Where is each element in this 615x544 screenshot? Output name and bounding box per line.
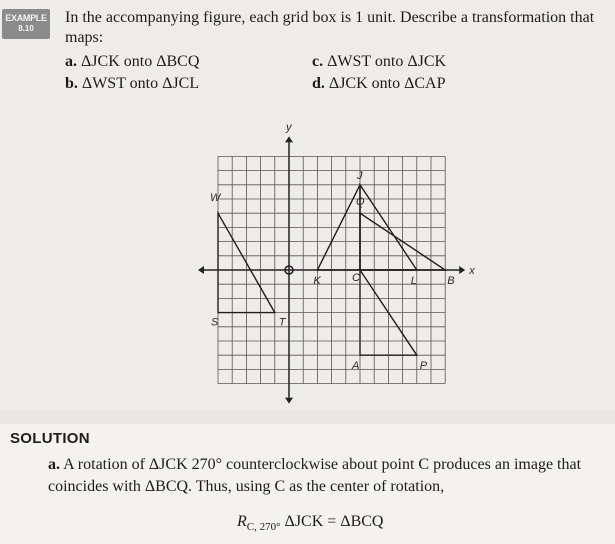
- x-axis-label: x: [469, 265, 475, 277]
- point-label-p: P: [419, 360, 428, 373]
- formula-equation: ΔJCK = ΔBCQ: [280, 513, 384, 530]
- item-letter: d.: [312, 75, 325, 92]
- solution-heading: SOLUTION: [10, 430, 90, 447]
- x-axis-arrow-left: [198, 266, 204, 274]
- y-axis-arrow-up: [285, 136, 293, 142]
- solution-part-letter: a.: [48, 456, 60, 473]
- point-label-a: A: [352, 360, 360, 373]
- point-label-w: W: [210, 192, 221, 205]
- x-axis-arrow-right: [459, 266, 465, 274]
- badge-label: EXAMPLE: [5, 13, 47, 23]
- point-label-q: Q: [356, 196, 365, 209]
- problem-statement: In the accompanying figure, each grid box is 1 unit. Describe a transformation that maps:: [65, 9, 595, 46]
- formula-subscript: C, 270°: [246, 521, 281, 534]
- point-label-l: L: [410, 275, 417, 287]
- y-axis-arrow-down: [285, 398, 293, 404]
- y-axis-label: y: [286, 121, 292, 134]
- item-text: ΔWST onto ΔJCK: [327, 53, 447, 70]
- point-label-t: T: [278, 316, 286, 329]
- badge-number: 8.10: [18, 24, 34, 33]
- point-label-s: S: [211, 316, 219, 329]
- item-text: ΔJCK onto ΔCAP: [328, 75, 446, 92]
- solution-part-text: A rotation of ΔJCK 270° counterclockwise about point C produces an image that coincides with ΔBCQ. Thus, using C as the center of rotation,: [48, 456, 582, 495]
- item-letter: b.: [65, 75, 78, 92]
- point-label-c: C: [352, 272, 360, 284]
- item-text: ΔJCK onto ΔBCQ: [81, 53, 200, 70]
- solution-paragraph: [48, 454, 608, 498]
- point-label-j: J: [357, 169, 363, 182]
- item-letter: c.: [312, 53, 324, 70]
- formula-rotation-symbol: R: [237, 513, 247, 530]
- point-label-k: K: [313, 275, 321, 287]
- point-label-b: B: [447, 275, 455, 287]
- separator-band: [0, 410, 615, 424]
- item-text: ΔWST onto ΔJCL: [81, 75, 200, 92]
- item-letter: a.: [65, 53, 77, 70]
- rotation-formula: [237, 513, 383, 533]
